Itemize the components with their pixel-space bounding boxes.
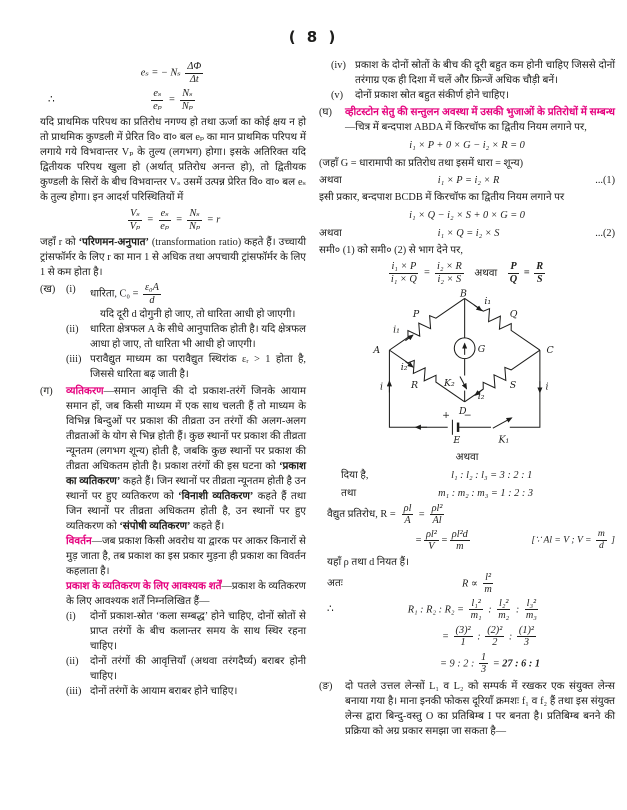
or-word-centered: अथवा: [455, 452, 479, 464]
fraction-numerator: P: [510, 261, 517, 273]
equals-sign: =: [492, 658, 500, 670]
condition-item-iv: [331, 58, 615, 88]
fraction-denominator: m: [484, 584, 492, 596]
fraction-rho-l2-V: [424, 529, 439, 553]
fraction-denominator: eₚ: [160, 220, 169, 232]
formula-lhs: eₛ = − Nₛ: [140, 67, 181, 79]
side-note-text: [∵ Al = V ; V =: [531, 534, 592, 546]
fraction-rho-l2-Al: [430, 503, 445, 527]
fraction-numerator: ε₀A: [144, 282, 159, 294]
question-part-ga: [40, 384, 306, 534]
item-label: (iii): [66, 353, 82, 365]
part-label: (ख): [40, 284, 56, 296]
left-column: [40, 58, 306, 739]
node-label-b: B: [459, 289, 467, 300]
formula-secondary-emf: [40, 61, 306, 85]
given-row: [341, 468, 615, 483]
fraction-denominator: V: [428, 541, 435, 553]
fraction-denominator: 1: [460, 637, 466, 649]
condition-item-v: [331, 88, 615, 103]
resistor-label-r: R: [411, 380, 419, 392]
given-lead: दिया है,: [341, 470, 369, 482]
part-label: (ग): [40, 385, 53, 397]
part-label: (घ): [319, 107, 332, 119]
ratio-partial: = 9 : 2 :: [440, 658, 475, 670]
colon-separator: :: [488, 604, 492, 616]
current-label-i: i: [545, 382, 549, 394]
equals-sign: =: [440, 535, 448, 547]
item-label: (ii): [66, 323, 79, 335]
fraction-numerator: l₃²: [526, 597, 537, 609]
fraction-denominator: Nₚ: [181, 100, 193, 112]
fraction-numerator: ρl²: [431, 502, 443, 514]
item-text: दोनों तरंगों की आवृत्तियाँ (अथवा तरंगदैर्घ्य) बराबर होनी चाहिए।: [90, 656, 306, 683]
resistance-fractions: [400, 503, 447, 527]
para-interference-conditions: [66, 579, 306, 609]
battery-label-e: E: [453, 435, 461, 447]
fraction-denominator: m₂: [498, 610, 510, 622]
fraction-denominator: i₁ × Q: [390, 273, 417, 285]
resistor-label-s: S: [509, 380, 517, 392]
part-body: [66, 384, 306, 534]
side-note: [531, 529, 615, 551]
fraction-denominator: m₃: [525, 610, 537, 622]
item-label: (i): [66, 611, 76, 623]
current-label-i1: i₁: [484, 296, 492, 308]
para-segment: कहते हैं। जिन स्थानों पर तीव्रता न्यूनतम होती है उन स्थानों पर हुए व्यतिकरण को: [66, 475, 306, 502]
fraction-numerator: Nₛ: [189, 208, 200, 220]
fraction-one-third: [479, 652, 488, 676]
fraction-l2sq-m2: [496, 598, 511, 622]
fraction-P-Q: [508, 261, 519, 285]
fraction-ns-np: [180, 88, 195, 112]
fraction-denominator: d: [598, 540, 604, 552]
colon-separator: :: [508, 631, 513, 643]
fraction-4-2: [485, 625, 504, 649]
therefore-symbol: ∴: [48, 94, 55, 106]
equals-sign: =: [168, 94, 176, 106]
fraction-numerator: (2)²: [487, 624, 503, 636]
fraction-numerator: m: [597, 528, 605, 540]
item-label: (v): [331, 90, 344, 102]
part-body: [345, 105, 615, 135]
ratio-lhs: R₁ : R₂ : R₂ =: [407, 604, 464, 616]
term-interference-of-light: ‘प्रकाश का व्यतिकरण’: [66, 460, 306, 487]
item-note: यदि दूरी d दोगुनी हो जाए, तो धारिता आधी हो जाएगी।: [100, 308, 296, 320]
wire-left-bottom: [389, 351, 447, 428]
formula-tail: = r: [206, 214, 221, 226]
proportionality-row: [327, 572, 615, 596]
condition-item-ii: [66, 654, 306, 684]
fraction-numerator: l²: [485, 571, 492, 583]
sub-item-iii: [66, 352, 306, 382]
fraction-numerator: ΔΦ: [187, 61, 202, 72]
fraction-denominator: m: [456, 541, 464, 553]
fraction-vs-vp: [128, 208, 142, 232]
circuit-labels: [372, 289, 553, 446]
tatha-lead: तथा: [341, 487, 357, 499]
note-galvanometer: (जहाँ G = धारामापी का प्रतिरोध तथा इसमें धारा = शून्य): [319, 158, 524, 170]
item-label: (ii): [66, 656, 79, 668]
question-part-kha: [40, 282, 306, 381]
resistor-label-q: Q: [509, 309, 518, 321]
therefore-symbol: ∴: [327, 604, 334, 616]
expression-lhs: R ∝: [461, 578, 478, 590]
fraction-numerator: Vₛ: [130, 208, 140, 220]
given-equation: l₁ : l₂ : l₃ = 3 : 2 : 1: [451, 470, 533, 482]
resistance-row-1: [327, 503, 615, 527]
resistor-R: [386, 346, 468, 407]
sub-item-i: [66, 282, 306, 306]
current-arrow-i1-bc: [474, 305, 482, 311]
para-segment: —चित्र में बन्दपाश ABDA में किरचॉफ का द्वितीय नियम लगाने पर,: [345, 122, 587, 134]
galvanometer-label: G: [477, 344, 486, 356]
para-segment: —प्रकाश के व्यतिकरण के लिए आवश्यक शर्तें निम्नलिखित हैं—: [66, 581, 306, 608]
sub-item-ii: [66, 322, 306, 352]
equation-number: ...(1): [595, 175, 615, 187]
part-body: दो पतले उत्तल लेन्सों L₁ व L₂ को सम्पर्क में रखकर एक संयुक्त लेन्स बनाया गया है। माना इनकी फोकस दूरियाँ क्रमशः f₁ व f₂ हैं तथा इस संयुक्त लेन्स द्वारा बिन्दु-वस्तु O का प्रतिबिम्ब I पर बनता है। प्रतिबिम्ब बनने की प्रक्रिया को अग्र प्रकार समझा जा सकता है—: [345, 680, 615, 738]
formula-transformation-ratio: [40, 208, 306, 232]
or-word: अथवा: [319, 228, 342, 240]
fraction-denominator: 3: [523, 637, 530, 649]
fraction-numerator: eₛ: [160, 208, 169, 220]
fraction-m-d: [596, 529, 607, 551]
fraction-ns-np: [187, 208, 202, 232]
fraction-numerator: R: [536, 261, 544, 273]
fraction-denominator: i₂ × S: [437, 273, 462, 285]
side-note-bracket: ]: [611, 534, 615, 546]
final-ratio-answer: 27 : 6 : 1: [502, 658, 540, 670]
item-text: दोनों प्रकाश-स्रोत ‘कला सम्बद्ध’ होने चाहिए, दोनों स्रोतों से प्राप्त तरंगों के बीच कलान्तर समय के साथ स्थिर रहना चाहिए।: [90, 611, 306, 653]
para-bcdb: इसी प्रकार, बन्दपाश BCDB में किरचॉफ का द्वितीय नियम लगाने पर: [319, 192, 565, 204]
fraction-denominator: S: [536, 273, 543, 285]
para-divide: समी० (1) को समी० (2) से भाग देने पर,: [319, 245, 463, 257]
item-text: धारिता क्षेत्रफल A के सीधे आनुपातिक होती है। यदि क्षेत्रफल आधा हो जाए, तो धारिता भी आधी हो जाएगी।: [90, 323, 306, 350]
formula-emf-ratio: [40, 88, 306, 112]
fraction-numerator: (1)²: [518, 624, 534, 636]
wheatstone-bridge-figure: [361, 289, 573, 447]
equals-sign: =: [175, 214, 183, 226]
colon-separator: :: [477, 631, 481, 643]
part-body: [66, 282, 306, 381]
question-part-gha: [319, 105, 615, 135]
para-diffraction: [66, 534, 306, 579]
fraction-numerator: 1: [480, 651, 487, 663]
fraction-i1P-i1Q: [389, 261, 419, 285]
node-label-c: C: [546, 345, 554, 357]
ratio-row-3: [319, 652, 615, 676]
resistor-S: [461, 346, 543, 407]
fraction-numerator: ρl²d: [451, 528, 468, 540]
node-label-a: A: [373, 345, 381, 357]
item-text: परावैद्युत माध्यम का परावैद्युत स्थिरांक εᵣ > 1 होता है, जिससे धारिता बढ़ जाती है।: [90, 353, 306, 380]
para-segment: कहते हैं तथा जिन स्थानों पर तीव्रता अधिकतम होती है, उन स्थानों पर हुए व्यतिकरण को: [66, 490, 306, 532]
para-transformation-ratio: [40, 235, 306, 280]
equals-sign: =: [146, 214, 154, 226]
equation-row-2: [319, 226, 615, 241]
fraction-l1sq-m1: [469, 598, 484, 622]
equation-1: i₁ × P = i₂ × R: [437, 175, 500, 187]
heading-diffraction: विवर्तन: [66, 536, 92, 547]
para-segment: कहते हैं।: [190, 520, 225, 532]
item-text: प्रकाश के दोनों स्रोतों के बीच की दूरी बहुत कम होनी चाहिए जिससे दोनों तरंगाग्र एक ही दिशा में चलें और फ्रिन्जें अधिक चौड़ी बनें।: [355, 60, 615, 87]
fraction-numerator: (3)²: [455, 624, 471, 636]
resistance-row-2: [319, 529, 615, 553]
term-destructive-interference: ‘विनाशी व्यतिकरण’: [178, 490, 254, 502]
key-k1-lever: [493, 418, 512, 428]
para-segment: जहाँ r को: [40, 237, 79, 249]
current-label-i2: i₂: [477, 391, 485, 403]
question-part-nga: [319, 679, 615, 739]
resistance-lead: वैद्युत प्रतिरोध, R =: [327, 509, 396, 521]
ratio-row-1: [327, 598, 615, 622]
tatha-equation: m₁ : m₂ : m₃ = 1 : 2 : 3: [438, 487, 534, 499]
formula-lead: धारिता, C₀ =: [90, 288, 139, 300]
heading-conditions: प्रकाश के व्यतिकरण के लिए आवश्यक शर्तें: [66, 581, 222, 593]
or-word: अथवा: [474, 267, 498, 279]
key-label-k2: K₂: [443, 378, 455, 390]
fraction-denominator: Q: [509, 273, 518, 285]
right-column: [319, 58, 615, 739]
condition-item-i: [66, 609, 306, 654]
tatha-row: [341, 486, 615, 501]
fraction-denominator: Vₚ: [129, 220, 141, 232]
fraction-9-1: [454, 625, 473, 649]
part-label: (ङ): [319, 680, 333, 692]
fraction-numerator: i₁ × P: [391, 261, 417, 273]
fraction-numerator: l₁²: [471, 597, 481, 609]
node-label-d: D: [459, 406, 467, 418]
fraction-numerator: ρl: [403, 502, 412, 514]
equation-2: i₁ × Q = i₂ × S: [437, 228, 500, 240]
item-label: (iii): [66, 686, 82, 698]
para-segment: —जब प्रकाश किसी अवरोध या द्वारक पर आकर किनारों से मुड़ जाता है, तब प्रकाश का इस प्रकार मुड़ना ही प्रकाश का विवर्तन कहलाता है।: [66, 536, 306, 578]
item-label: (iv): [331, 60, 346, 71]
para-segment: —समान आवृत्ति की दो प्रकाश-तरंगें जिनके आयाम समान हों, जब किसी माध्यम में एक साथ चलती हैं तो माध्यम के विभिन्न बिन्दुओं पर प्रकाश की तीव्रता उन तरंगों की अलग-अलग तीव्रताओं के योग से भिन्न होती हैं। कुछ स्थानों पर प्रकाश की तीव्रता न्यूनतम (लगभग शून्य) होती है, जबकि कुछ स्थानों पर प्रकाश की तीव्रता अधिकतम होती है। प्रकाश तरंगों की इस घटना को: [66, 385, 306, 472]
item-text: दोनों तरंगों के आयाम बराबर होने चाहिए।: [90, 686, 238, 698]
fraction-numerator: i₂ × R: [436, 261, 462, 273]
fraction-rho-l2d-m: [450, 529, 470, 553]
ratio-row-2: [319, 625, 615, 649]
fraction-denominator: m₁: [470, 610, 482, 622]
fraction-numerator: l₂²: [498, 597, 509, 609]
equals-sign: =: [442, 631, 449, 643]
fraction-i2R-i2S: [435, 261, 464, 285]
capacitance-formula: [90, 282, 306, 306]
equals-sign: =: [423, 267, 431, 279]
fraction-denominator: d: [149, 295, 155, 306]
current-label-i2: i₂: [400, 362, 408, 374]
term-parinaman-anupat: ‘परिणमन-अनुपात’: [78, 237, 149, 249]
ratio-expression: [334, 598, 615, 622]
page-columns: [0, 54, 627, 739]
item-text: दोनों प्रकाश स्रोत बहुत संकीर्ण होने चाहिए।: [355, 90, 509, 102]
equals-sign: =: [523, 267, 530, 279]
minus-sign: −: [463, 410, 472, 422]
para-transformer-ideal: यदि प्राथमिक परिपथ का प्रतिरोध नगण्य हो तथा ऊर्जा का कोई क्षय न हो तो प्राथमिक कुण्डली में प्रेरित वि० वा० बल eₚ का मान प्राथमिक परिपथ में लगाये गये विभवान्तर Vₚ के तुल्य (लगभग) होगा। इसके अतिरिक्त यदि द्वितीयक परिपथ खुला हो (अर्थात् प्रतिरोध अनन्त हो), तो द्वितीयक कुण्डली के सिरों के बीच विभवान्तर Vₛ उसमें उत्पन्न प्रेरित वि० वा० बल eₛ के तुल्य होगा। इन आदर्श परिस्थितियों में: [40, 117, 306, 204]
fraction-l3sq-m3: [524, 598, 539, 622]
equals-sign: =: [418, 508, 426, 520]
fraction-numerator: ρl²: [425, 528, 437, 540]
para-segment: (transformation ratio) कहते हैं। उच्चायी ट्रांसफॉर्मर के लिए r का मान 1 से अधिक तथा अपचायी ट्रांसफॉर्मर के लिए 1 से कम होता है।: [40, 237, 306, 279]
fraction-R-S: [534, 261, 545, 285]
current-label-i1: i₁: [393, 324, 400, 336]
resistor-label-p: P: [412, 309, 420, 321]
fraction-numerator: Nₛ: [182, 88, 193, 100]
fraction-dphi-dt: [185, 61, 203, 85]
fraction-denominator: Δt: [189, 73, 199, 85]
balance-condition-equation: [319, 261, 615, 285]
or-word: अथवा: [319, 175, 342, 187]
key-label-k1: K₁: [498, 434, 510, 446]
fraction-denominator: A: [404, 515, 411, 527]
kirchhoff-eq-bcdb: i₁ × Q − i₂ × S + 0 × G = 0: [409, 210, 525, 222]
fraction-denominator: 2: [492, 637, 498, 649]
heading-wheatstone-bridge: व्हीटस्टोन सेतु की सन्तुलन अवस्था में उसकी भुजाओं के प्रतिरोधों में सम्बन्ध: [345, 107, 615, 119]
item-label: (i): [66, 284, 76, 296]
equals-sign: =: [415, 535, 422, 547]
page-number: ( 8 ): [288, 28, 339, 46]
fraction-es-ep: [158, 208, 171, 232]
fraction-denominator: 3: [480, 664, 487, 676]
fraction-denominator: eₚ: [153, 100, 162, 112]
atah-lead: अतः: [327, 578, 343, 590]
fraction-denominator: Nₚ: [189, 220, 201, 232]
fraction-rho-l-A: [402, 503, 414, 527]
fraction-denominator: Al: [432, 515, 442, 527]
condition-item-iii: [66, 684, 306, 699]
colon-separator: :: [515, 604, 520, 616]
equation-row-1: [319, 173, 615, 188]
fraction-e0A-d: [143, 282, 161, 306]
fraction-1-3: [517, 625, 536, 649]
equation-number: ...(2): [595, 228, 615, 240]
current-label-i: i: [380, 382, 384, 394]
key-k2-lever: [460, 377, 467, 389]
heading-interference: व्यतिकरण: [66, 385, 104, 397]
fraction-numerator: eₛ: [153, 88, 162, 100]
term-constructive-interference: ‘संपोषी व्यतिकरण’: [119, 520, 191, 532]
kirchhoff-eq-abda: i₁ × P + 0 × G − i₂ × R = 0: [409, 140, 525, 152]
fraction-l2-m: [482, 572, 493, 596]
fraction-es-ep: [151, 88, 164, 112]
proportionality-expression: [343, 572, 615, 596]
plus-sign: +: [442, 410, 450, 422]
para-constants: यहाँ ρ तथा d नियत हैं।: [327, 556, 409, 568]
